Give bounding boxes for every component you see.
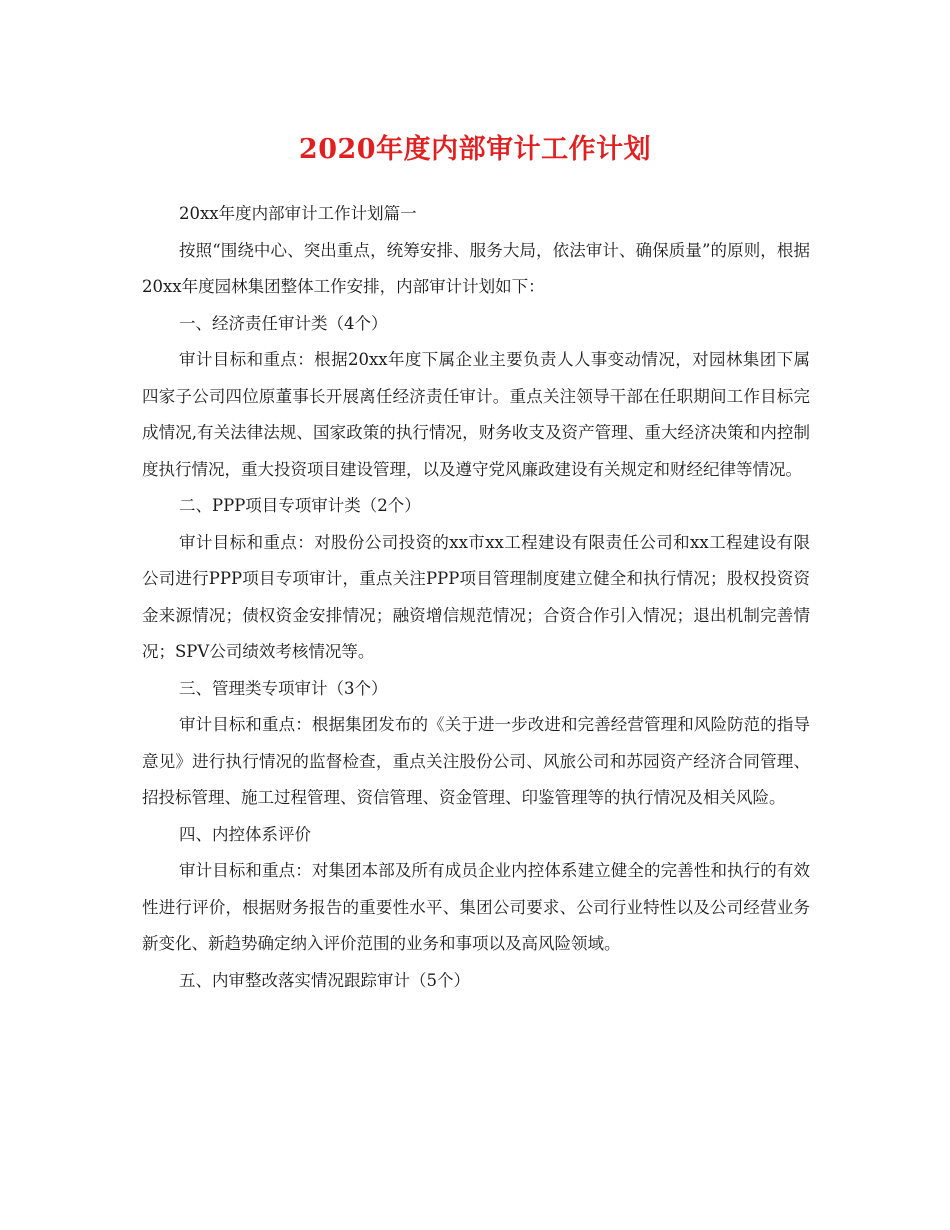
section-heading-2: 二、PPP项目专项审计类（2个） (179, 496, 421, 515)
document-title: 2020年度内部审计工作计划 (298, 134, 652, 165)
paragraph-intro: 按照“围绕中心、突出重点，统筹安排、服务大局，依法审计、确保质量”的原则，根据20xx年度园林集团整体工作安排，内部审计计划如下： (142, 240, 810, 296)
section-heading-1: 一、经济责任审计类（4个） (179, 313, 388, 333)
paragraph-section-4: 审计目标和重点：对集团本部及所有成员企业内控体系建立健全的完善性和执行的有效性进行评价，根据财务报告的重要性水平、集团公司要求、公司行业特性以及公司经营业务新变化、新趋势确定纳入评价范围的业务和事项以及高风险领域。 (142, 861, 810, 953)
document-body (142, 196, 810, 999)
section-heading-4: 四、内控体系评价 (179, 824, 311, 844)
paragraph-section-3: 审计目标和重点：根据集团发布的《关于进一步改进和完善经营管理和风险防范的指导意见》进行执行情况的监督检查，重点关注股份公司、风旅公司和苏园资产经济合同管理、招投标管理、施工过程管理、资信管理、资金管理、印鉴管理等的执行情况及相关风险。 (142, 715, 810, 807)
paragraph-section-1: 审计目标和重点：根据20xx年度下属企业主要负责人人事变动情况，对园林集团下属四家子公司四位原董事长开展离任经济责任审计。重点关注领导干部在任职期间工作目标完成情况,有关法律法规、国家政策的执行情况，财务收支及资产管理、重大经济决策和内控制度执行情况，重大投资项目建设管理，以及遵守党风廉政建设有关规定和财经纪律等情况。 (142, 350, 810, 479)
section-heading-3: 三、管理类专项审计（3个） (179, 678, 388, 698)
paragraph-subtitle: 20xx年度内部审计工作计划篇一 (179, 204, 417, 223)
paragraph-section-2: 审计目标和重点：对股份公司投资的xx市xx工程建设有限责任公司和xx工程建设有限公司进行PPP项目专项审计，重点关注PPP项目管理制度建立健全和执行情况；股权投资资金来源情况；债权资金安排情况；融资增信规范情况；合资合作引入情况；退出机制完善情况；SPV公司绩效考核情况等。 (142, 532, 810, 661)
section-heading-5: 五、内审整改落实情况跟踪审计（5个） (179, 970, 470, 990)
